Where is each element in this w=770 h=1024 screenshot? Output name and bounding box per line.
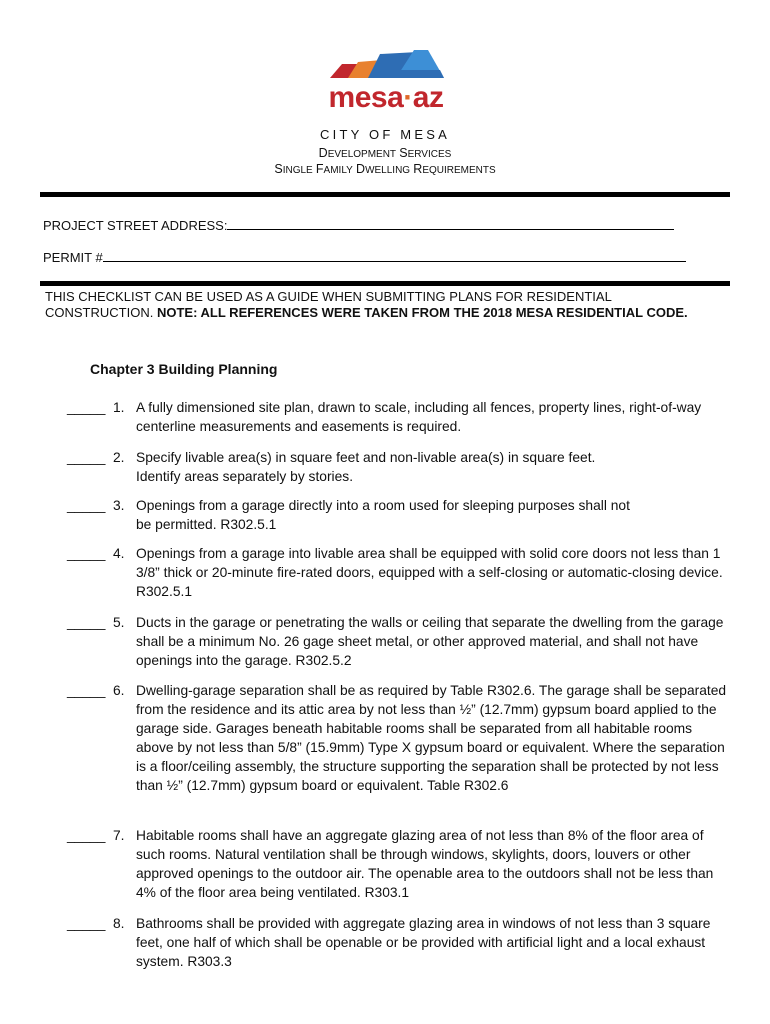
item-text: Ducts in the garage or penetrating the walls or ceiling that separate the dwelling from the garage shall be a minimum No. 26 gage sheet metal, or other approved material, and shall not have openings into the garage. R302.5.2 — [136, 615, 724, 668]
checklist-notice: THIS CHECKLIST CAN BE USED AS A GUIDE WHEN SUBMITTING PLANS FOR RESIDENTIAL CONSTRUCTION. NOTE: ALL REFERENCES WERE TAKEN FROM THE 2018 MESA RESIDENTIAL CODE. — [45, 289, 688, 320]
item-text: Dwelling-garage separation shall be as required by Table R302.6. The garage shall be separated from the residence and its attic area by not less than ½” (12.7mm) gypsum board applied to the garage side. Garages beneath habitable rooms shall be separated from all habitable rooms above by not less than 5/8” (15.9mm) Type X gypsum board or equivalent. Where the separation is a floor/ceiling assembly, the structure supporting the separation shall be protected by not less than ½” (12.7mm) gypsum board or equivalent. Table R302.6 — [136, 683, 727, 793]
item-text: A fully dimensioned site plan, drawn to scale, including all fences, property lines, right-of-way centerline measurements and easements is required. — [136, 400, 702, 434]
document-title: SINGLE FAMILY DWELLING REQUIREMENTS — [274, 162, 496, 176]
checkoff-blank[interactable]: _____ — [67, 450, 106, 465]
city-title: CITY OF MESA — [320, 127, 450, 142]
checkoff-blank[interactable]: _____ — [67, 683, 106, 698]
item-number: 1. — [113, 400, 125, 415]
checkoff-blank[interactable]: _____ — [67, 400, 106, 415]
item-text: Openings from a garage into livable area shall be equipped with solid core doors not less than 1 3/8” thick or 20-minute fire-rated doors, equipped with a self-closing or automatic-closing device. R302.5.1 — [136, 546, 723, 599]
checklist-item — [67, 496, 727, 534]
permit-number-line[interactable] — [103, 249, 686, 262]
item-number: 6. — [113, 683, 125, 698]
item-number: 8. — [113, 916, 125, 931]
item-number: 3. — [113, 498, 125, 513]
department-title: DEVELOPMENT SERVICES — [318, 146, 452, 160]
notice-note: NOTE: ALL REFERENCES WERE TAKEN FROM THE 2018 MESA RESIDENTIAL CODE. — [156, 305, 688, 320]
project-address-label: PROJECT STREET ADDRESS: — [43, 218, 228, 233]
chapter-heading: Chapter 3 Building Planning — [90, 361, 278, 377]
checklist-item — [67, 681, 727, 795]
item-text: Specify livable area(s) in square feet and non-livable area(s) in square feet. Identify areas separately by stories. — [136, 450, 596, 484]
permit-number-label: PERMIT # — [43, 250, 103, 265]
checkoff-blank[interactable]: _____ — [67, 615, 106, 630]
checkoff-blank[interactable]: _____ — [67, 916, 106, 931]
checklist-item — [67, 914, 727, 971]
item-number: 7. — [113, 828, 125, 843]
logo-mountains-icon — [322, 48, 450, 82]
logo-wordmark: mesa·az — [328, 81, 444, 114]
permit-number-field[interactable] — [43, 249, 686, 266]
item-text: Bathrooms shall be provided with aggregate glazing area in windows of not less than 3 square feet, one half of which shall be openable or be provided with artificial light and a local exhaust system. R303.3 — [136, 916, 711, 969]
mesa-az-logo — [322, 48, 450, 118]
checkoff-blank[interactable]: _____ — [67, 828, 106, 843]
checklist-item — [67, 613, 727, 670]
checkoff-blank[interactable]: _____ — [67, 498, 106, 513]
checklist-item — [67, 448, 727, 486]
item-number: 2. — [113, 450, 125, 465]
project-address-line[interactable] — [227, 217, 674, 230]
checklist-item — [67, 544, 727, 601]
checklist-item — [67, 398, 727, 436]
item-number: 5. — [113, 615, 125, 630]
top-divider — [40, 192, 730, 197]
checklist-item — [67, 826, 727, 902]
item-text: Openings from a garage directly into a room used for sleeping purposes shall not be permitted. R302.5.1 — [136, 498, 630, 532]
middle-divider — [40, 281, 730, 286]
checkoff-blank[interactable]: _____ — [67, 546, 106, 561]
project-address-field[interactable] — [43, 217, 674, 234]
item-number: 4. — [113, 546, 125, 561]
item-text: Habitable rooms shall have an aggregate glazing area of not less than 8% of the floor area of such rooms. Natural ventilation shall be through windows, skylights, doors, louvers or other approved openings to the outdoor air. The openable area to the outdoors shall not be less than 4% of the floor area being ventilated. R303.1 — [136, 828, 714, 900]
